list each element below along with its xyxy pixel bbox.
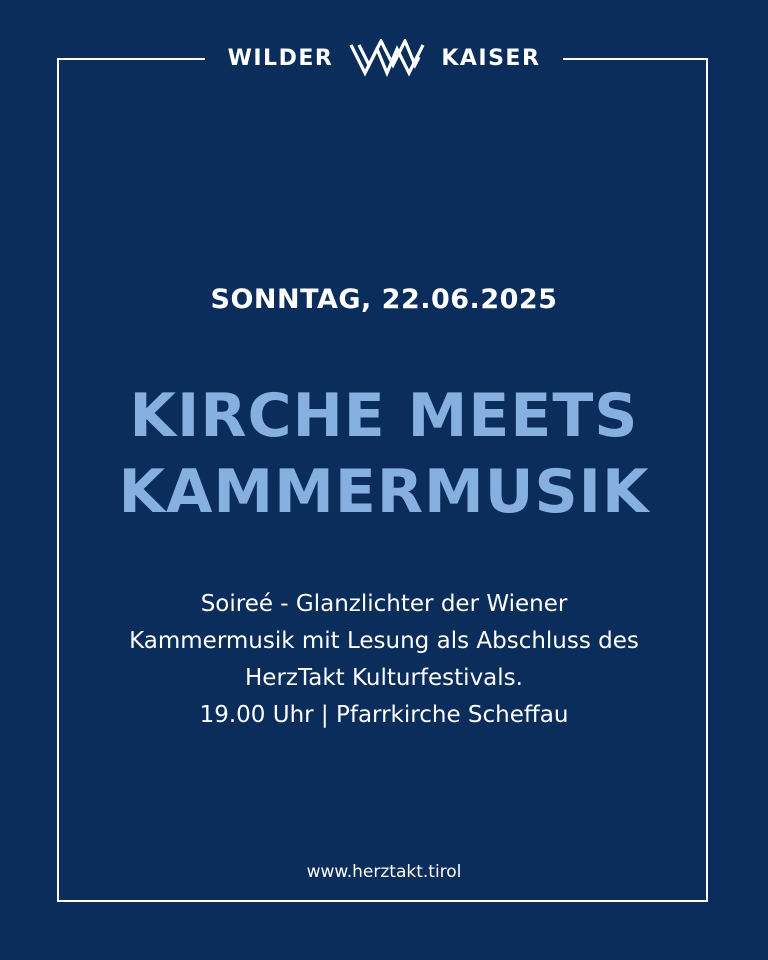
event-date: SONNTAG, 22.06.2025: [210, 284, 558, 315]
event-description: [0, 586, 768, 734]
event-description-line-1: Soireé - Glanzlichter der Wiener: [200, 591, 568, 617]
event-title: [0, 378, 768, 530]
wilder-kaiser-w-logo-icon: [347, 39, 427, 77]
footer-url[interactable]: www.herztakt.tirol: [306, 862, 462, 882]
brand-word-left: WILDER: [227, 45, 334, 71]
brand-header: [205, 35, 563, 81]
event-description-line-3: HerzTakt Kulturfestivals.: [245, 665, 523, 691]
event-time-location: 19.00 Uhr | Pfarrkirche Scheffau: [199, 702, 569, 728]
brand-word-right: KAISER: [441, 45, 541, 71]
event-description-line-2: Kammermusik mit Lesung als Abschluss des: [129, 628, 639, 654]
event-title-line-1: KIRCHE MEETS: [129, 381, 639, 451]
event-title-line-2: KAMMERMUSIK: [118, 457, 650, 527]
